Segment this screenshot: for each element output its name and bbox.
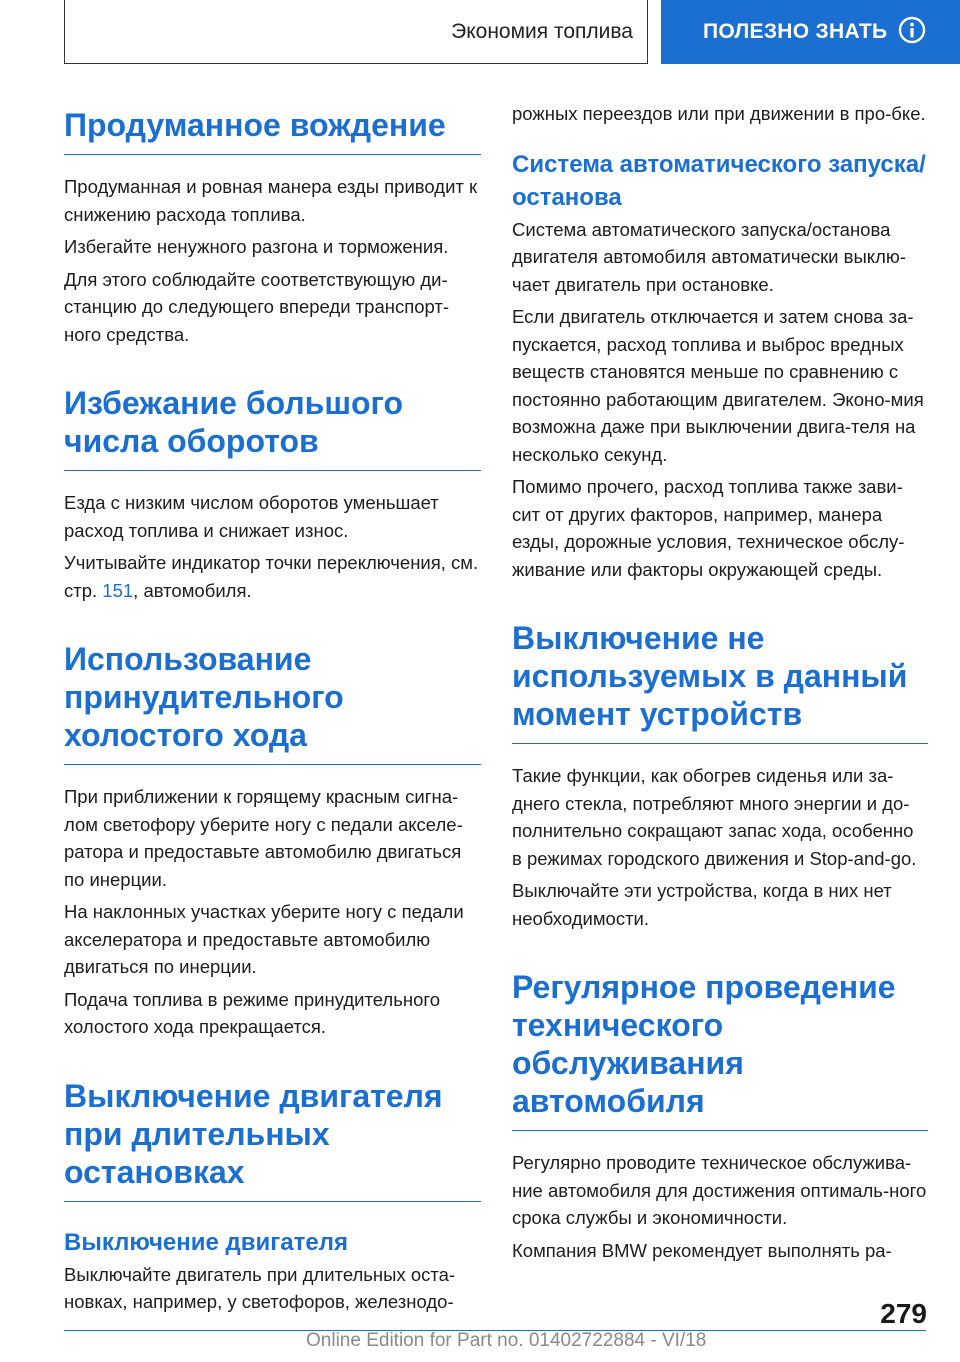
tab-label: ПОЛЕЗНО ЗНАТЬ bbox=[703, 20, 888, 43]
paragraph: Помимо прочего, расход топлива также зави-сит от других факторов, например, манера езды, дорожные условия, техническое обслу-живание или факторы окружающей среды. bbox=[512, 476, 905, 580]
paragraph: Система автоматического запуска/останова двигателя автомобиля автоматически выклю-чает двигатель при остановке. bbox=[512, 218, 906, 295]
heading-careful-driving: Продуманное вождение bbox=[64, 106, 481, 155]
right-column bbox=[512, 96, 928, 1264]
paragraph: Избегайте ненужного разгона и торможения. bbox=[64, 236, 449, 257]
paragraph: Такие функции, как обогрев сиденья или за-днего стекла, потребляют много энергии и до-полнительно сокращают запас хода, особенно в режимах городского движения и Stop-and-go. bbox=[512, 765, 917, 869]
section-title: Экономия топлива bbox=[451, 19, 633, 43]
heading-avoid-high-revs: Избежание большого числа оборотов bbox=[64, 384, 481, 471]
paragraph: На наклонных участках уберите ногу с педали акселератора и предоставьте автомобилю двигаться по инерции. bbox=[64, 901, 464, 977]
paragraph: Если двигатель отключается и затем снова за-пускается, расход топлива и выброс вредных веществ становятся меньше по сравнению с постоянно работающим двигателем. Эконо-мия возможна даже при выключении двига-теля на несколько секунд. bbox=[512, 306, 924, 465]
edition-text: Online Edition for Part no. 01402722884 - VI/18 bbox=[306, 1330, 707, 1351]
heading-engine-off-long-stops: Выключение двигателя при длительных остановках bbox=[64, 1077, 481, 1202]
info-icon bbox=[898, 16, 926, 44]
paragraph: рожных переездов или при движении в про-бке. bbox=[512, 103, 926, 124]
heading-coasting: Использование принудительного холостого хода bbox=[64, 640, 481, 765]
text: Учитывайте индикатор точки переключения, см. стр. bbox=[64, 552, 479, 601]
subheading-auto-start-stop: Система автоматического запуска/останова bbox=[512, 150, 926, 211]
paragraph: Езда с низким числом оборотов уменьшает расход топлива и снижает износ. bbox=[64, 492, 439, 541]
section-title-box bbox=[64, 0, 648, 64]
text: , автомобиля. bbox=[133, 579, 252, 601]
paragraph: При приближении к горящему красным сигна-лом светофору уберите ногу с педали акселе-ратора и предоставьте автомобилю двигаться по инерции. bbox=[64, 786, 463, 890]
page-link[interactable]: 151 bbox=[102, 579, 134, 601]
heading-regular-service: Регулярное проведение технического обслуживания автомобиля bbox=[512, 968, 928, 1131]
paragraph: Выключайте двигатель при длительных оста-новках, например, у светофоров, железнодо- bbox=[64, 1263, 456, 1312]
paragraph bbox=[64, 549, 481, 604]
paragraph: Выключайте эти устройства, когда в них нет необходимости. bbox=[512, 880, 892, 929]
left-column bbox=[64, 96, 481, 1316]
paragraph: Подача топлива в режиме принудительного холостого хода прекращается. bbox=[64, 988, 440, 1037]
paragraph: Для этого соблюдайте соответствующую ди-станцию до следующего впереди транспорт-ного средства. bbox=[64, 268, 450, 345]
paragraph: Регулярно проводите техническое обслужива-ние автомобиля для достижения оптималь-ного срока службы и экономичности. bbox=[512, 1152, 927, 1228]
subheading-engine-off: Выключение двигателя bbox=[64, 1228, 348, 1256]
page-number: 279 bbox=[880, 1298, 927, 1329]
tab-good-to-know[interactable] bbox=[661, 0, 960, 64]
paragraph: Компания BMW рекомендует выполнять ра- bbox=[512, 1239, 892, 1261]
paragraph: Продуманная и ровная манера езды приводит к снижению расхода топлива. bbox=[64, 176, 478, 225]
heading-switch-off-devices: Выключение не используемых в данный момент устройств bbox=[512, 619, 928, 744]
